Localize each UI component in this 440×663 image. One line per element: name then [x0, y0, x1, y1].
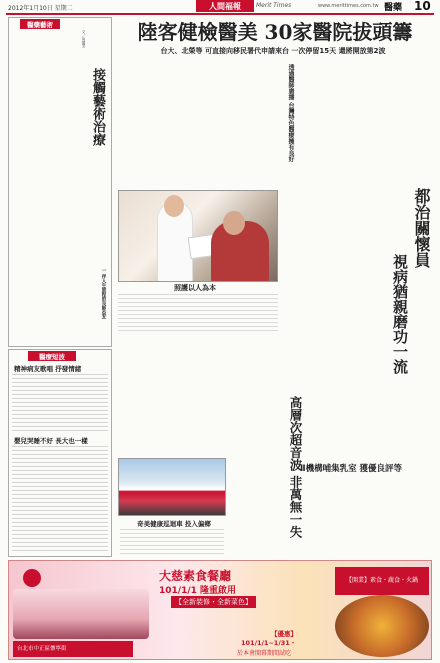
- art-article-body: [14, 30, 78, 190]
- banquet-hall-image: [13, 589, 149, 639]
- art-article-author: 文／何蕙芳: [82, 30, 86, 48]
- nurse-patient-photo: [118, 190, 278, 282]
- photo2-side-body: [228, 458, 282, 554]
- right-article-body-bottom: [300, 476, 432, 556]
- section-name: 醫藥: [384, 3, 403, 13]
- food-dish-image: [335, 595, 429, 657]
- photo2-caption: 奇美健康巡迴車 投入偏鄉: [137, 520, 211, 528]
- ad-subtitle: 【全新裝修・全新菜色】: [171, 596, 256, 608]
- photo2-caption-text: [120, 529, 224, 555]
- page-number: 10: [414, 0, 431, 13]
- ad-offer-detail: 於本會開幕期間試吃: [237, 650, 292, 657]
- main-subhead: 台大、北榮等 可直接向移民署代申請來台 一次停留15天 還將開放第2波: [160, 47, 386, 55]
- photo1-caption-text: [118, 294, 278, 334]
- right-subhead: Ⅱ機構哺集乳室 獲優良評等: [300, 464, 403, 474]
- site-url[interactable]: www.merittimes.com.tw: [318, 3, 379, 9]
- ad-opening-line: 101/1/1 隆重啟用: [159, 586, 237, 596]
- ad-offer-date: 101/1/1~1/31・: [241, 639, 297, 647]
- photo1-caption: 照護以人為本: [174, 284, 216, 292]
- art-closing-line: 一 伴人生旅程的良師益友: [101, 268, 106, 320]
- side-headline: 透過醫師廣播 台灣特色醫療擁有良好: [287, 64, 294, 163]
- main-headline: 陸客健檢醫美 30家醫院拔頭籌: [137, 19, 413, 44]
- brief-1-body: [12, 374, 108, 432]
- main-article-body: [116, 60, 284, 186]
- right-article-body-top: [300, 190, 396, 310]
- nurse-head: [164, 195, 184, 217]
- middle-article-body: [118, 338, 282, 454]
- main-article-body-right: [296, 60, 432, 186]
- health-bus-photo: [118, 458, 226, 516]
- ad-offer-badge: 【優惠】: [271, 630, 297, 638]
- section-tag-health: 醫療短波: [28, 351, 76, 361]
- ad-address-bar: 台北市中正區懷寧街: [13, 641, 133, 657]
- brief-2-title: 嬰兒哭睡不好 長大也一樣: [14, 437, 88, 445]
- issue-date: 2012年1月10日 星期二: [8, 5, 73, 12]
- section-tag-art: 醫藥藝術: [20, 19, 60, 29]
- masthead-logo: 人間福報: [196, 0, 254, 12]
- right-headline-2: 視病猶親磨功一流: [391, 254, 409, 374]
- masthead-english: Merit Times: [256, 2, 292, 9]
- ad-promo-box: 【開業】素食・蔬食・火鍋: [335, 567, 429, 595]
- ad-title: 大慈素食餐廳: [159, 569, 232, 583]
- right-article-body-mid: [300, 316, 386, 456]
- brief-1-title: 精神病友歌唱 抒發情緒: [14, 365, 82, 373]
- patient-head: [223, 211, 245, 235]
- right-headline-1: 都治關懷員: [412, 188, 431, 268]
- art-article-body-lower: [12, 196, 106, 341]
- restaurant-advertisement[interactable]: [8, 560, 432, 660]
- restaurant-logo-icon: [23, 569, 41, 587]
- brief-2-body: [12, 446, 108, 554]
- art-article-title: 接觸藝術治療: [90, 68, 105, 146]
- ultrasound-headline: 高層次超音波 非萬無一失: [288, 396, 303, 538]
